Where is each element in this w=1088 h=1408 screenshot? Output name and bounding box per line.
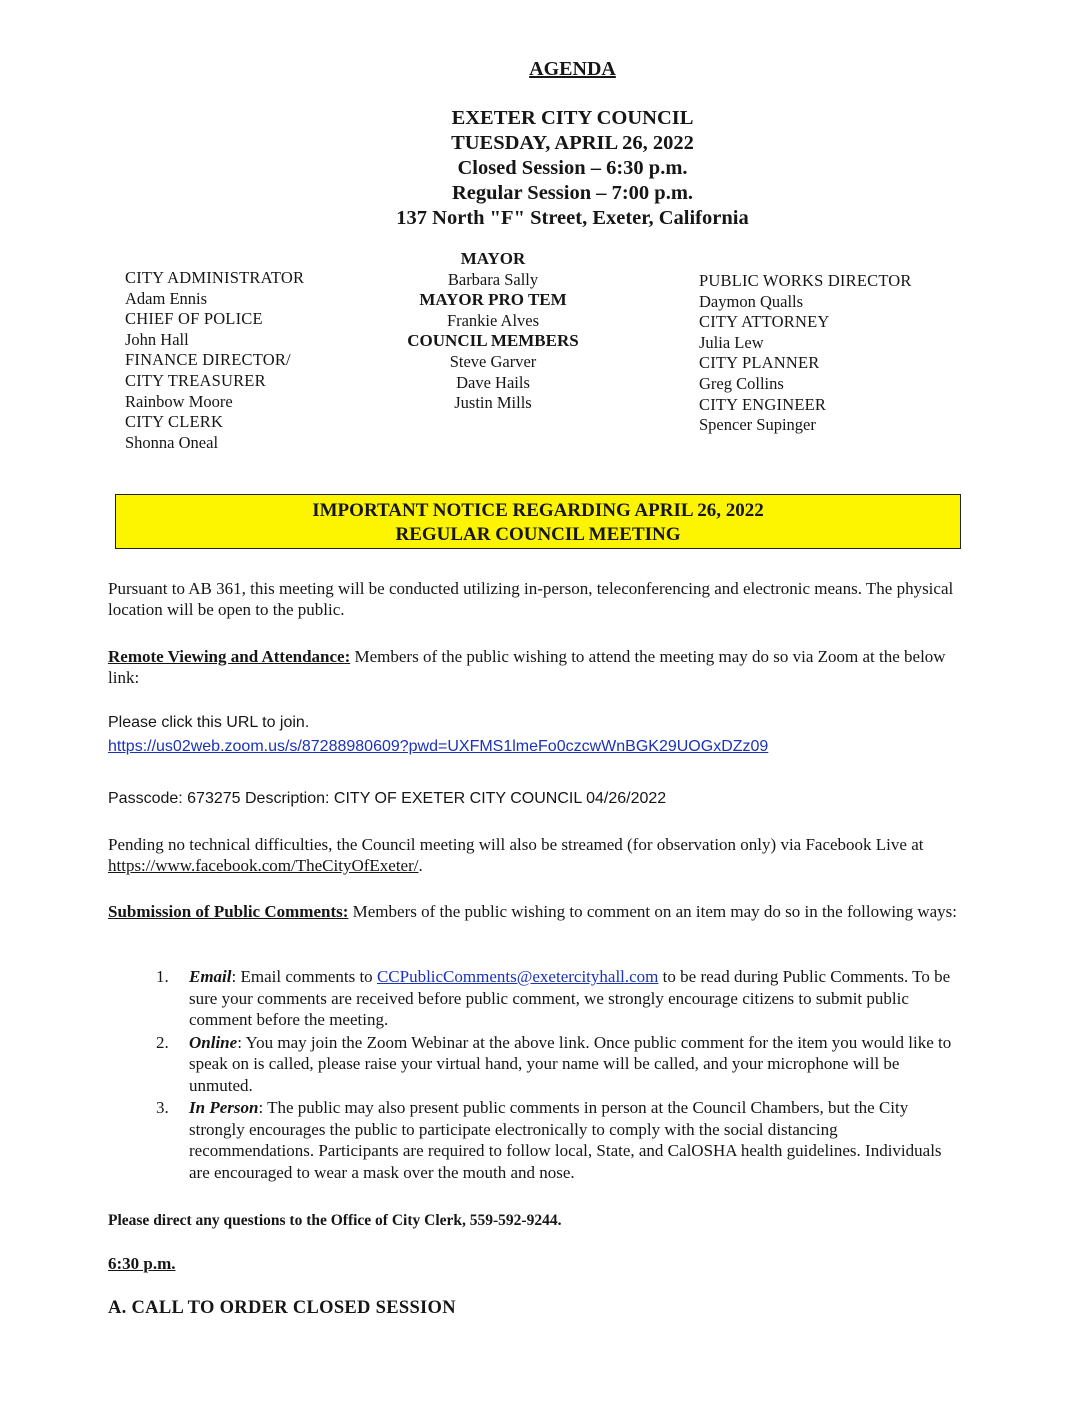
- meeting-date: TUESDAY, APRIL 26, 2022: [451, 132, 694, 154]
- list-item: [146, 1032, 966, 1097]
- public-comments-text: Members of the public wishing to comment on an item may do so in the following ways:: [348, 902, 957, 921]
- council-heading: COUNCIL MEMBERS: [407, 331, 579, 351]
- roster-name: Adam Ennis: [125, 288, 208, 308]
- roster-role: CITY ENGINEER: [699, 394, 827, 414]
- item-text: : Email comments to: [231, 967, 377, 986]
- council-member-name: Dave Hails: [456, 372, 530, 392]
- roster-name: Rainbow Moore: [125, 391, 233, 411]
- session-time-label: 6:30 p.m.: [108, 1254, 176, 1273]
- zoom-link[interactable]: https://us02web.zoom.us/s/87288980609?pwd=UXFMS1lmeFo0czcwWnBGK29UOGxDZz09: [108, 738, 769, 755]
- zoom-link-line: [108, 736, 958, 757]
- roster-role: CITY ATTORNEY: [699, 312, 830, 332]
- roster-role: CITY ADMINISTRATOR: [125, 268, 305, 287]
- stream-end: .: [418, 856, 423, 875]
- contact-line: Please direct any questions to the Office of City Clerk, 559-592-9244.: [108, 1212, 562, 1229]
- list-item: [146, 966, 966, 1031]
- roster-name: Spencer Supinger: [699, 415, 816, 435]
- item-label: Email: [189, 967, 232, 986]
- item-number: 2.: [156, 1032, 169, 1052]
- notice-line-1: IMPORTANT NOTICE REGARDING APRIL 26, 2022: [312, 500, 764, 521]
- council-member-name: Justin Mills: [454, 393, 532, 413]
- staff-roster-left: [125, 268, 304, 453]
- item-number: 1.: [156, 967, 169, 986]
- item-number: 3.: [156, 1098, 169, 1117]
- meeting-address: 137 North "F" Street, Exeter, California: [396, 207, 749, 229]
- closed-session-time: Closed Session – 6:30 p.m.: [457, 157, 688, 179]
- passcode-line: Passcode: 673275 Description: CITY OF EXETER CITY COUNCIL 04/26/2022: [108, 790, 667, 807]
- council-member-name: Barbara Sally: [447, 269, 539, 289]
- meeting-header: [0, 106, 1088, 231]
- roster-role: PUBLIC WORKS DIRECTOR: [699, 271, 912, 290]
- roster-role: CHIEF OF POLICE: [125, 309, 263, 329]
- remote-text: Members of the public wishing to attend the meeting may do so via Zoom at the below link:: [108, 647, 946, 687]
- section-a-heading: A. CALL TO ORDER CLOSED SESSION: [108, 1298, 456, 1318]
- council-roster: [378, 249, 608, 414]
- agenda-title: AGENDA: [529, 58, 616, 80]
- item-text: : You may join the Zoom Webinar at the above link. Once public comment for the item you would like to speak on is called, please raise your virtual hand, your name will be called, and your microphone will be unmuted.: [189, 1032, 952, 1095]
- item-text-post: to be read during Public Comments. To be sure your comments are received before public comment, we strongly encourage citizens to submit public comment before the meeting.: [189, 967, 951, 1029]
- remote-paragraph: [108, 646, 958, 688]
- item-text: : The public may also present public comments in person at the Council Chambers, but the City strongly encourages the public to participate electronically to comply with the social distancing recommendations. Participants are required to follow local, State, and CalOSHA health guidelines. Individuals are encouraged to wear a mask over the mouth and nose.: [189, 1098, 942, 1182]
- item-label: Online: [189, 1032, 238, 1052]
- zoom-prompt: Please click this URL to join.: [108, 714, 310, 731]
- roster-role: CITY CLERK: [125, 412, 224, 432]
- facebook-link[interactable]: https://www.facebook.com/TheCityOfExeter/: [108, 856, 419, 875]
- council-heading: MAYOR PRO TEM: [419, 290, 567, 310]
- regular-session-time: Regular Session – 7:00 p.m.: [451, 182, 694, 204]
- council-heading: MAYOR: [460, 249, 526, 268]
- roster-name: Shonna Oneal: [125, 432, 219, 452]
- roster-role: CITY PLANNER: [699, 353, 820, 373]
- council-name: EXETER CITY COUNCIL: [451, 107, 694, 129]
- intro-paragraph: Pursuant to AB 361, this meeting will be conducted utilizing in-person, teleconferencing and electronic means. The physical location will be open to the public.: [108, 579, 954, 619]
- comment-methods-list: [146, 966, 966, 1184]
- notice-line-2: REGULAR COUNCIL MEETING: [395, 524, 681, 545]
- stream-text: Pending no technical difficulties, the Council meeting will also be streamed (for observation only) via Facebook Live at: [108, 835, 924, 854]
- public-comments-heading: Submission of Public Comments:: [108, 902, 349, 921]
- item-label: In Person: [189, 1098, 259, 1117]
- council-member-name: Frankie Alves: [446, 310, 540, 330]
- remote-heading: Remote Viewing and Attendance:: [108, 647, 351, 666]
- roster-role: FINANCE DIRECTOR/: [125, 350, 291, 370]
- public-comments-paragraph: [108, 901, 958, 922]
- stream-paragraph: [108, 834, 958, 876]
- roster-name: Greg Collins: [699, 373, 784, 393]
- important-notice-banner: [115, 494, 961, 549]
- roster-name: John Hall: [125, 329, 189, 349]
- roster-name: Julia Lew: [699, 332, 764, 352]
- staff-roster-right: [699, 271, 912, 436]
- roster-role: CITY TREASURER: [125, 370, 266, 390]
- list-item: [146, 1097, 966, 1183]
- council-member-name: Steve Garver: [449, 351, 537, 371]
- email-link[interactable]: CCPublicComments@exetercityhall.com: [376, 967, 659, 986]
- roster-name: Daymon Qualls: [699, 291, 804, 311]
